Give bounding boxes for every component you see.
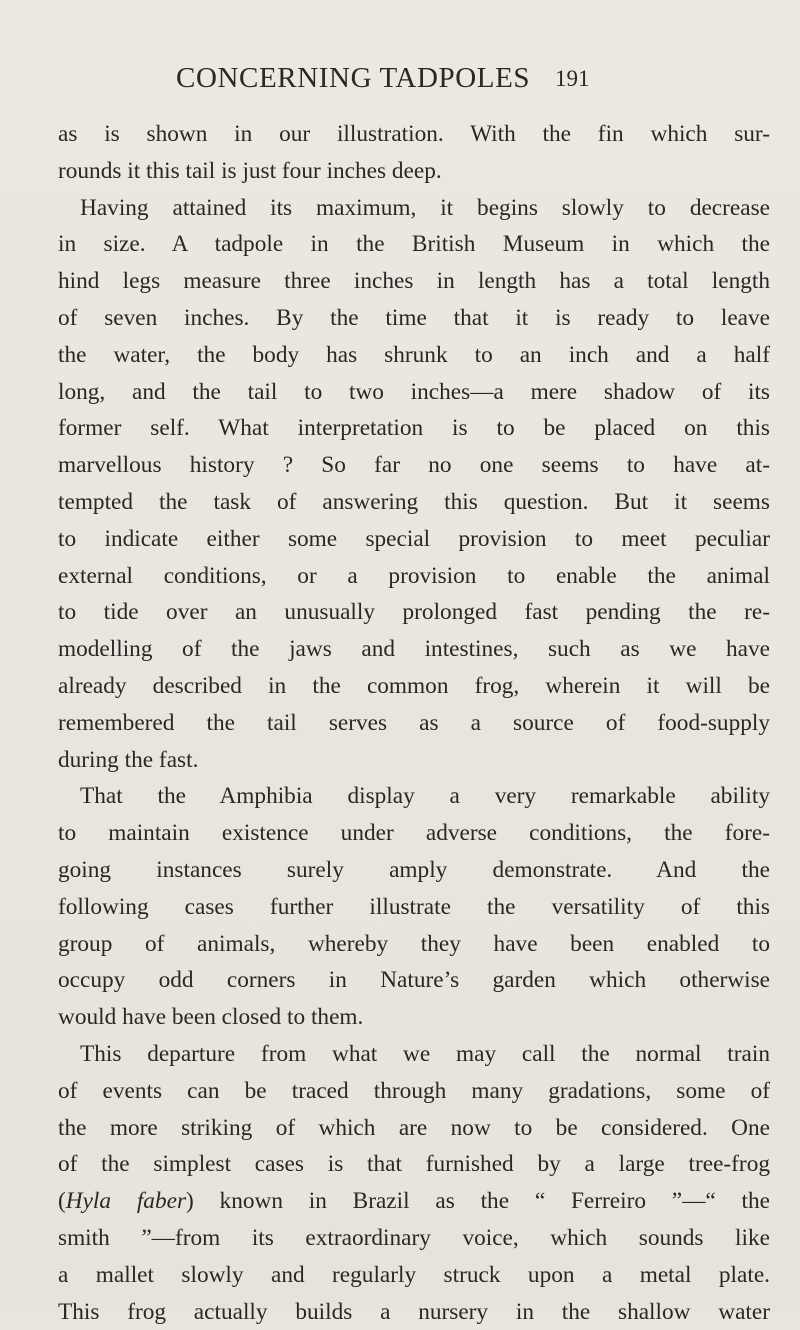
text-line: to tide over an unusually prolonged fast pending the re- xyxy=(58,594,770,631)
page-header xyxy=(0,62,800,102)
text-line: tempted the task of answering this question. But it seems xyxy=(58,484,770,521)
text-line: the water, the body has shrunk to an inch and a half xyxy=(58,337,770,374)
text-line: of events can be traced through many gradations, some of xyxy=(58,1073,770,1110)
text-line: would have been closed to them. xyxy=(58,999,770,1036)
text-fragment: ( xyxy=(58,1188,66,1214)
body-text xyxy=(58,116,770,1330)
text-line: modelling of the jaws and intestines, such as we have xyxy=(58,631,770,668)
text-line: the more striking of which are now to be considered. One xyxy=(58,1110,770,1147)
page-number: 191 xyxy=(555,66,590,92)
text-line: in size. A tadpole in the British Museum in which the xyxy=(58,226,770,263)
text-line: marvellous history ? So far no one seems to have at- xyxy=(58,447,770,484)
text-line: during the fast. xyxy=(58,742,770,779)
text-line: smith ”—from its extraordinary voice, which sounds like xyxy=(58,1220,770,1257)
text-line: group of animals, whereby they have been enabled to xyxy=(58,926,770,963)
text-line xyxy=(58,1183,770,1220)
text-line: external conditions, or a provision to enable the animal xyxy=(58,558,770,595)
text-line: already described in the common frog, wherein it will be xyxy=(58,668,770,705)
text-line: of seven inches. By the time that it is ready to leave xyxy=(58,300,770,337)
text-line: long, and the tail to two inches—a mere shadow of its xyxy=(58,374,770,411)
text-line: to indicate either some special provision to meet peculiar xyxy=(58,521,770,558)
text-line: remembered the tail serves as a source of food-supply xyxy=(58,705,770,742)
text-line: This departure from what we may call the normal train xyxy=(58,1036,770,1073)
text-line: going instances surely amply demonstrate. And the xyxy=(58,852,770,889)
species-name: Hyla faber xyxy=(66,1188,186,1214)
text-line: hind legs measure three inches in length has a total length xyxy=(58,263,770,300)
text-line: following cases further illustrate the versatility of this xyxy=(58,889,770,926)
text-line: as is shown in our illustration. With the fin which sur- xyxy=(58,116,770,153)
text-line: former self. What interpretation is to be placed on this xyxy=(58,410,770,447)
text-line: of the simplest cases is that furnished by a large tree-frog xyxy=(58,1146,770,1183)
text-line: a mallet slowly and regularly struck upon a metal plate. xyxy=(58,1257,770,1294)
text-line: to maintain existence under adverse conditions, the fore- xyxy=(58,815,770,852)
text-line: This frog actually builds a nursery in the shallow water xyxy=(58,1294,770,1330)
text-line: Having attained its maximum, it begins slowly to decrease xyxy=(58,190,770,227)
text-line: rounds it this tail is just four inches deep. xyxy=(58,153,770,190)
text-fragment: ) known in Brazil as the “ Ferreiro ”—“ the xyxy=(186,1188,770,1214)
text-line: That the Amphibia display a very remarkable ability xyxy=(58,778,770,815)
text-line: occupy odd corners in Nature’s garden which otherwise xyxy=(58,962,770,999)
running-title: CONCERNING TADPOLES xyxy=(176,62,530,95)
